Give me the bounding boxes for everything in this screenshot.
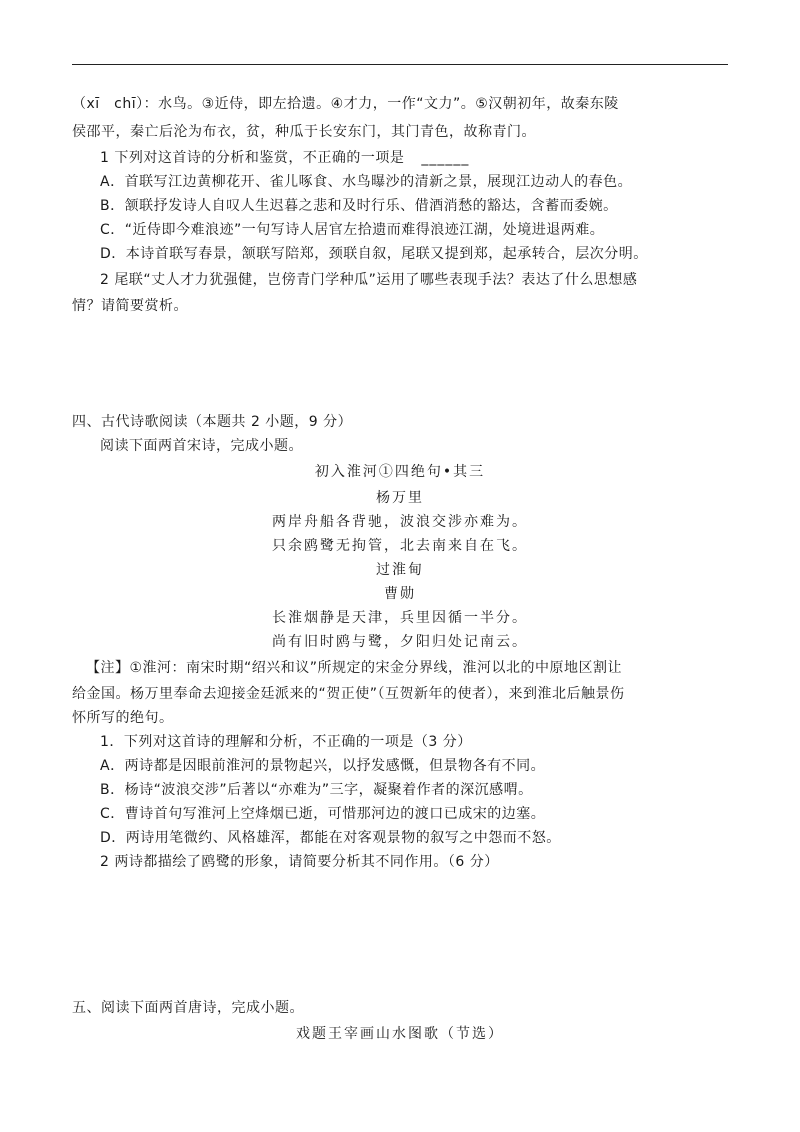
- question-2: 2 尾联“丈人才力犹强健，岂傍青门学种瓜”运用了哪些表现手法？表达了什么思想感: [100, 272, 638, 288]
- poem-line: 长淮烟静是天津，兵里因循一半分。: [272, 610, 528, 626]
- option-d: D．两诗用笔微约、风格雄浑，都能在对客观景物的叙写之中怨而不怒。: [100, 830, 561, 846]
- header-rule: [72, 64, 728, 65]
- poem-author: 曹勋: [384, 586, 416, 602]
- poem-line: 两岸舟船各背驰，波浪交涉亦难为。: [272, 514, 528, 530]
- option-b: B．颔联抒发诗人自叹人生迟暮之悲和及时行乐、借酒消愁的豁达，含蓄而委婉。: [100, 198, 618, 214]
- poem-line: 只余鸥鹭无拘管，北去南来自在飞。: [272, 538, 528, 554]
- question-text: 1 下列对这首诗的分析和鉴赏，不正确的一项是: [100, 150, 405, 166]
- annotation: 给金国。杨万里奉命去迎接金廷派来的“贺正使”（互贺新年的使者），来到淮北后触景伤: [72, 686, 625, 702]
- question-2: 2 两诗都描绘了鸥鹭的形象，请简要分析其不同作用。（6 分）: [100, 854, 499, 870]
- option-c: C．“近侍即今难浪迹”一句写诗人居官左拾遗而难得浪迹江湖，处境进退两难。: [100, 222, 605, 238]
- option-c: C．曹诗首句写淮河上空烽烟已逝，可惜那河边的渡口已成宋的边塞。: [100, 806, 546, 822]
- poem-line: 尚有旧时鸥与鹭，夕阳归处记南云。: [272, 634, 528, 650]
- option-b: B．杨诗“波浪交涉”后著以“亦难为”三字，凝聚着作者的深沉感喟。: [100, 782, 533, 798]
- section-intro: 阅读下面两首宋诗，完成小题。: [100, 438, 303, 454]
- question-stem: 1．下列对这首诗的理解和分析，不正确的一项是（3 分）: [100, 734, 472, 750]
- poem-title: 戏题王宰画山水图歌（节选）: [296, 1026, 504, 1042]
- poem-title: 初入淮河①四绝句•其三: [314, 464, 486, 480]
- question-2-cont: 情？请简要赏析。: [72, 298, 188, 314]
- section-heading: 四、古代诗歌阅读（本题共 2 小题，9 分）: [72, 414, 353, 430]
- option-d: D．本诗首联写春景，颔联写陪郑，颈联自叙，尾联又提到郑，起承转合，层次分明。: [100, 246, 648, 262]
- poem-title: 过淮甸: [376, 562, 424, 578]
- option-a: A．两诗都是因眼前淮河的景物起兴，以抒发感慨，但景物各有不同。: [100, 758, 546, 774]
- note-line: （xī chī）：水鸟。③近侍，即左拾遗。④才力，一作“文力”。⑤汉朝初年，故秦东陵: [72, 96, 619, 112]
- answer-blank: ______: [421, 150, 470, 166]
- option-a: A．首联写江边黄柳花开、雀儿啄食、水鸟曝沙的清新之景，展现江边动人的春色。: [100, 174, 633, 190]
- question-stem: [100, 148, 756, 168]
- poem-author: 杨万里: [376, 490, 424, 506]
- annotation: 【注】①淮河：南宋时期“绍兴和议”所规定的宋金分界线，淮河以北的中原地区割让: [86, 660, 623, 676]
- section-heading: 五、阅读下面两首唐诗，完成小题。: [72, 1000, 304, 1016]
- annotation: 怀所写的绝句。: [72, 710, 174, 726]
- note-line: 侯邵平，秦亡后沦为布衣，贫，种瓜于长安东门，其门青色，故称青门。: [72, 124, 536, 140]
